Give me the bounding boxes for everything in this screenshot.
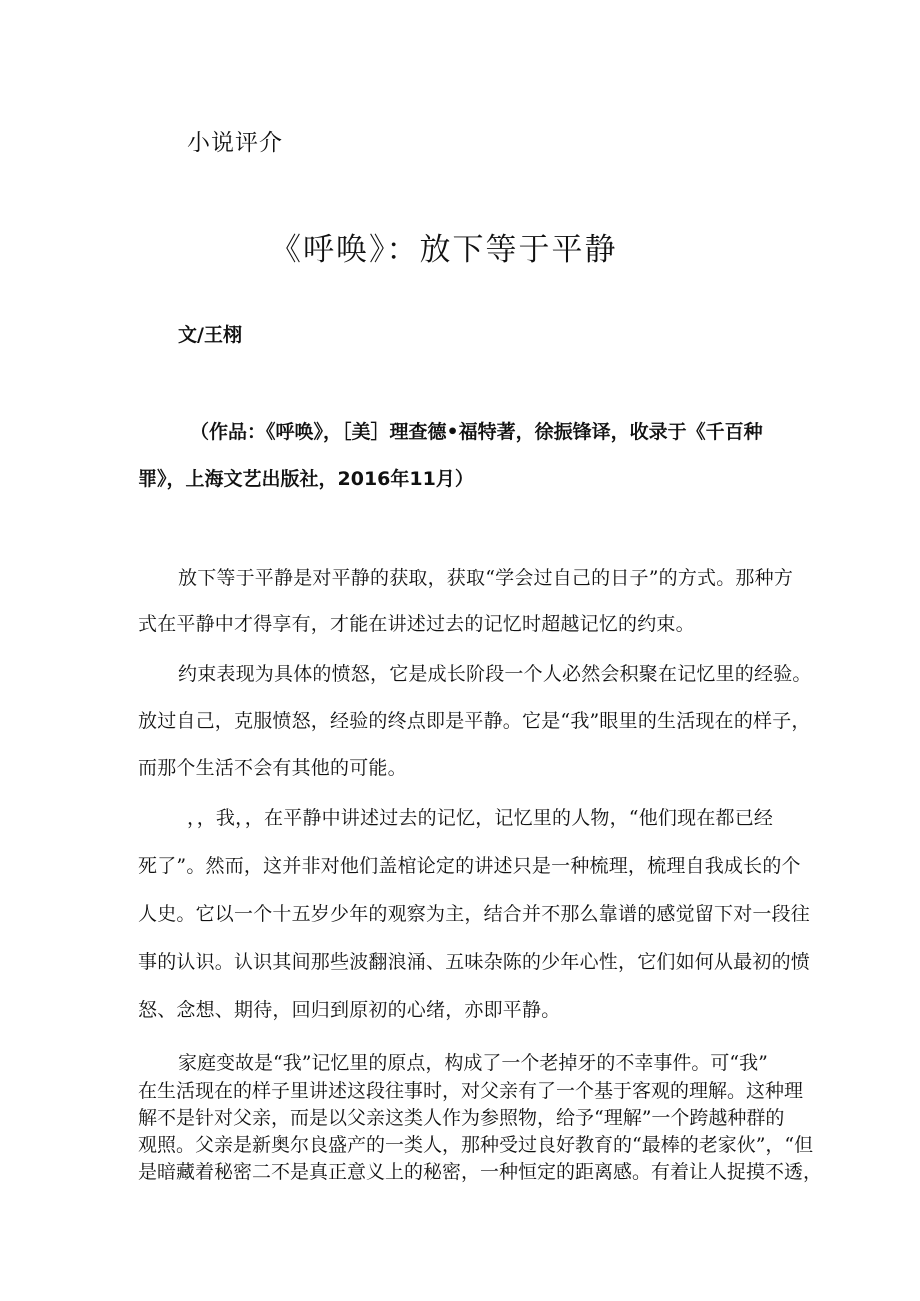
article-title: 《呼唤》：放下等于平静 <box>270 232 618 268</box>
paragraph-2-line-3: 而那个生活不会有其他的可能。 <box>138 757 407 779</box>
work-info-line-2: 罪》，上海文艺出版社，2016年11月） <box>138 468 474 490</box>
paragraph-4-line-5: 是暗藏着秘密二不是真正意义上的秘密，一种恒定的距离感。有着让人捉摸不透， <box>138 1161 823 1183</box>
paragraph-2-line-1: 约束表现为具体的愤怒，它是成长阶段一个人必然会积聚在记忆里的经验。 <box>178 663 812 685</box>
byline: 文/王栩 <box>178 324 242 346</box>
paragraph-4-line-1: 家庭变故是“我”记忆里的原点，构成了一个老掉牙的不幸事件。可“我” <box>178 1052 768 1074</box>
paragraph-3-line-4: 事的认识。认识其间那些波翻浪涌、五味杂陈的少年心性，它们如何从最初的愤 <box>138 951 811 973</box>
paragraph-1-line-2: 式在平静中才得享有，才能在讲述过去的记忆时超越记忆的约束。 <box>138 613 695 635</box>
paragraph-3-line-5: 怒、念想、期待，回归到原初的心绪，亦即平静。 <box>138 999 561 1021</box>
section-label: 小说评介 <box>187 130 283 156</box>
paragraph-1-line-1: 放下等于平静是对平静的获取，获取“学会过自己的日子”的方式。那种方 <box>178 567 794 589</box>
paragraph-3-line-2: 死了”。然而，这并非对他们盖棺论定的讲述只是一种梳理，梳理自我成长的个 <box>138 855 801 877</box>
paragraph-4-line-4: 观照。父亲是新奥尔良盛产的一类人，那种受过良好教育的“最棒的老家伙”，“但 <box>138 1134 814 1156</box>
paragraph-4-line-2: 在生活现在的样子里讲述这段往事时，对父亲有了一个基于客观的理解。这种理 <box>138 1080 804 1102</box>
paragraph-4-line-3: 解不是针对父亲，而是以父亲这类人作为参照物，给予“理解”一个跨越种群的 <box>138 1107 785 1129</box>
work-info-line-1: （作品：《呼唤》，［美］理查德•福特著，徐振锋译，收录于《千百种 <box>190 421 763 443</box>
paragraph-3-line-1: ，，我，，在平静中讲述过去的记忆，记忆里的人物，“他们现在都已经 <box>187 807 774 829</box>
paragraph-2-line-2: 放过自己，克服愤怒，经验的终点即是平静。它是“我”眼里的生活现在的样子， <box>138 710 811 732</box>
paragraph-3-line-3: 人史。它以一个十五岁少年的观察为主，结合并不那么靠谱的感觉留下对一段往 <box>138 903 811 925</box>
